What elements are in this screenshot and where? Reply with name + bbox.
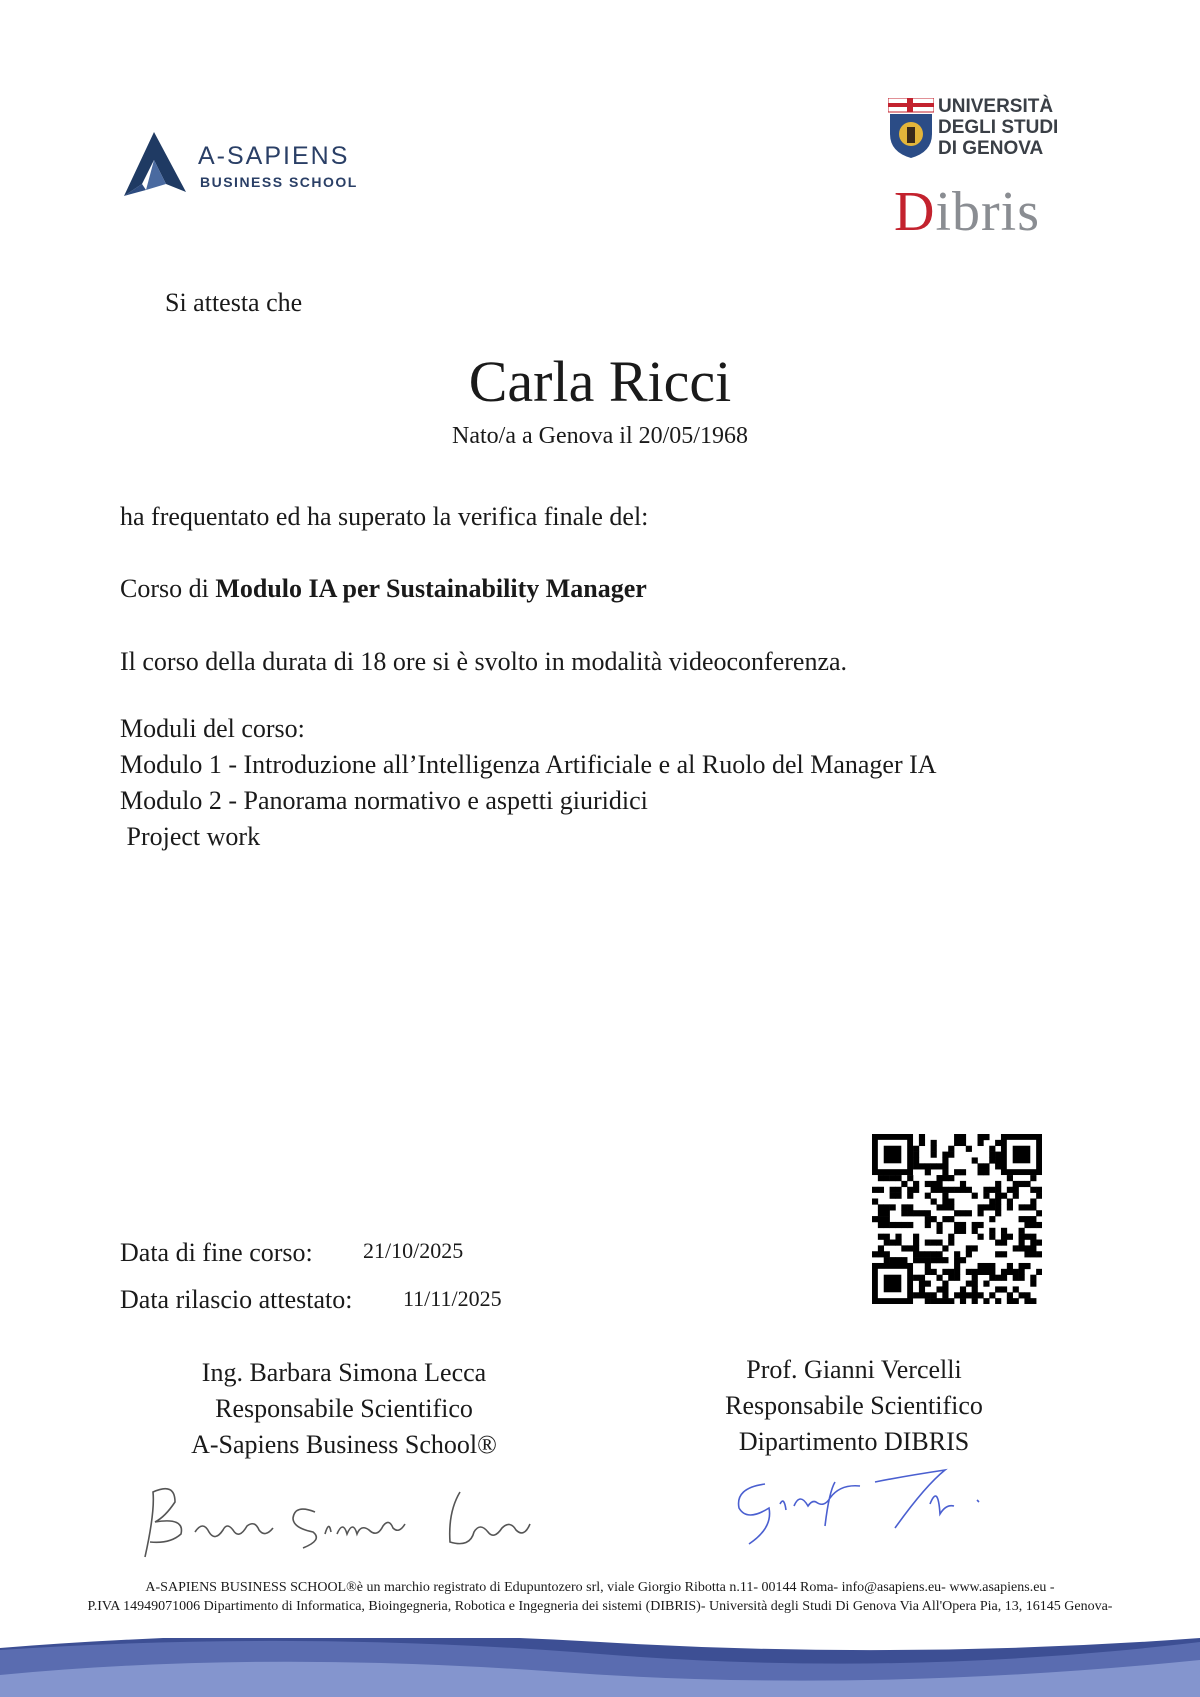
right-signatory-org: Dipartimento DIBRIS	[738, 1427, 970, 1456]
university-name: UNIVERSITÀ DEGLI STUDI DI GENOVA	[938, 96, 1059, 159]
modules-title: Moduli del corso:	[120, 714, 305, 743]
bottom-wave-decoration	[0, 1620, 1200, 1697]
course-prefix: Corso di	[120, 574, 216, 603]
footer-line: P.IVA 14949071006 Dipartimento di Informatica, Bioingegneria, Robotica e Ingegneria dei sistemi (DIBRIS)- Università degli Studi Di Genova Via All'Opera Pia, 13, 16145 Genova-	[87, 1599, 1113, 1614]
issue-date-value: 11/11/2025	[403, 1286, 502, 1311]
logo-brand-text: A-SAPIENS	[198, 142, 350, 170]
logo-sub-text: BUSINESS SCHOOL	[200, 174, 358, 190]
left-signatory-role: Responsabile Scientifico	[215, 1394, 473, 1423]
end-date-value: 21/10/2025	[363, 1238, 464, 1263]
left-signatory-org: A-Sapiens Business School®	[191, 1430, 497, 1459]
unige-crest-icon	[888, 98, 934, 160]
course-name: Modulo IA per Sustainability Manager	[215, 574, 647, 603]
issue-date-label: Data rilascio attestato:	[120, 1285, 353, 1314]
module-item: Modulo 2 - Panorama normativo e aspetti giuridici	[120, 786, 648, 815]
recipient-name: Carla Ricci	[468, 349, 732, 414]
birth-info: Nato/a a Genova il 20/05/1968	[452, 423, 748, 449]
dibris-initial: D	[894, 181, 936, 243]
left-signature	[115, 1472, 555, 1562]
a-sapiens-logo	[120, 130, 380, 202]
dibris-wordmark	[894, 180, 1040, 244]
course-line	[120, 574, 647, 604]
end-date-label: Data di fine corso:	[120, 1238, 313, 1267]
footer-line: A-SAPIENS BUSINESS SCHOOL®è un marchio registrato di Edupuntozero srl, viale Giorgio Ribotta n.11- 00144 Roma- info@asapiens.eu- www.asapiens.eu -	[145, 1580, 1055, 1595]
unige-dibris-logo	[886, 96, 1086, 243]
intro-text: Si attesta che	[165, 288, 303, 317]
right-signature	[725, 1466, 1005, 1546]
right-signatory-name: Prof. Gianni Vercelli	[746, 1355, 962, 1384]
left-signatory-name: Ing. Barbara Simona Lecca	[201, 1358, 487, 1387]
dibris-rest: ibris	[935, 181, 1041, 243]
attended-text: ha frequentato ed ha superato la verifica finale del:	[120, 502, 649, 531]
module-item: Modulo 1 - Introduzione all’Intelligenza Artificiale e al Ruolo del Manager IA	[120, 750, 937, 779]
right-signatory-role: Responsabile Scientifico	[725, 1391, 983, 1420]
qr-code	[872, 1134, 1042, 1304]
module-item: Project work	[120, 822, 261, 851]
duration-text: Il corso della durata di 18 ore si è svolto in modalità videoconferenza.	[120, 647, 848, 676]
a-sapiens-mark-icon	[120, 130, 190, 202]
